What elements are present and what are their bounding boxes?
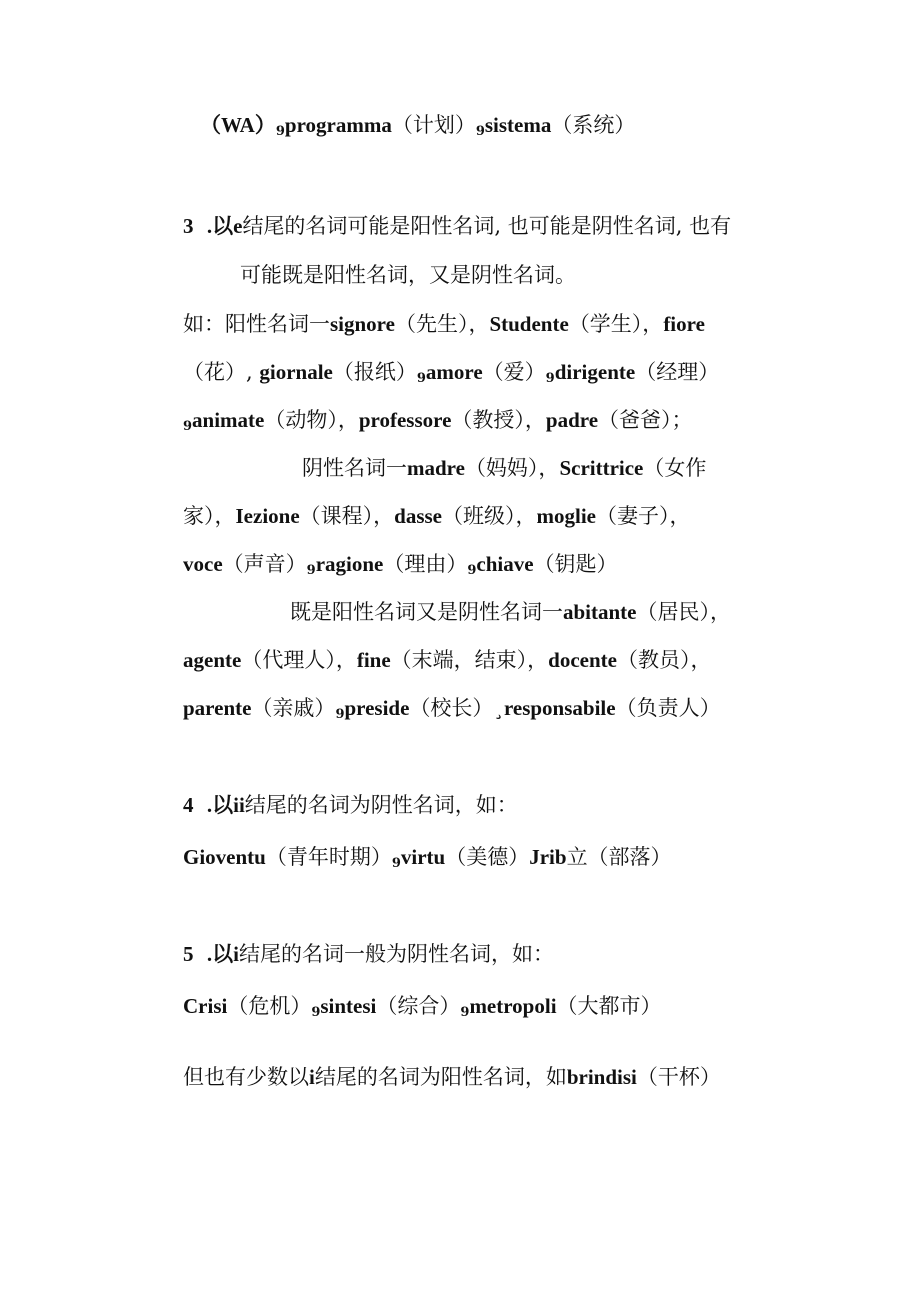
chinese-gloss: （校长） xyxy=(409,696,494,720)
text-line xyxy=(183,991,800,1028)
chinese-gloss: （综合） xyxy=(376,994,461,1018)
chinese-gloss: （爱） xyxy=(482,360,546,384)
italian-word: programma xyxy=(284,113,392,137)
text-line xyxy=(183,501,800,531)
chinese-gloss: 立（部落） xyxy=(566,845,672,869)
text-plain: 结尾的名词可能是阳性名词, 也可能是阴性名词, 也有 xyxy=(242,214,732,238)
chinese-gloss: （代理人）， xyxy=(241,648,357,672)
text-line xyxy=(183,357,800,394)
chinese-gloss: （亲戚） xyxy=(251,696,336,720)
chinese-gloss: （美德） xyxy=(445,845,530,869)
text-plain: 但也有少数以 xyxy=(183,1065,309,1089)
italian-word: sistema xyxy=(484,113,552,137)
text-separator: 9 xyxy=(275,124,285,139)
italian-letter: ii xyxy=(233,793,245,817)
text-line xyxy=(240,260,800,290)
italian-word: fiore xyxy=(663,312,705,336)
text-separator: 9 xyxy=(467,563,477,578)
chinese-gloss: （花）, xyxy=(183,360,260,384)
text-bold: .以 xyxy=(206,942,234,966)
text-line xyxy=(183,1062,800,1092)
text-line xyxy=(183,645,800,675)
italian-word: Crisi xyxy=(183,994,228,1018)
italian-word: virtu xyxy=(400,845,446,869)
italian-word: moglie xyxy=(536,504,596,528)
italian-word: abitante xyxy=(563,600,637,624)
italian-letter: i xyxy=(309,1065,315,1089)
text-line xyxy=(183,405,800,442)
chinese-gloss: （危机） xyxy=(227,994,312,1018)
text-separator: 9 xyxy=(475,124,485,139)
section-heading-4 xyxy=(183,790,800,820)
italian-word: ragione xyxy=(315,552,384,576)
italian-word: dasse xyxy=(394,504,443,528)
chinese-gloss: （班级）， xyxy=(442,504,537,528)
italian-word: metropoli xyxy=(469,994,557,1018)
italian-word: agente xyxy=(183,648,242,672)
italian-word: docente xyxy=(548,648,617,672)
italian-word: sintesi xyxy=(320,994,377,1018)
text-bold: .以 xyxy=(206,214,234,238)
chinese-gloss: （动物）， xyxy=(264,408,359,432)
chinese-gloss: （学生）， xyxy=(568,312,664,336)
chinese-gloss: （课程）， xyxy=(299,504,395,528)
chinese-gloss: （声音） xyxy=(222,552,307,576)
text-line xyxy=(183,549,800,586)
section-heading-5 xyxy=(183,939,800,969)
chinese-gloss: （妻子）， xyxy=(596,504,691,528)
section-number: 5 xyxy=(183,942,194,966)
chinese-gloss: （负责人） xyxy=(615,696,721,720)
chinese-gloss: （先生）， xyxy=(394,312,490,336)
chinese-gloss: （妈妈）， xyxy=(464,456,560,480)
italian-word: Gioventu xyxy=(183,845,266,869)
chinese-gloss: （干杯） xyxy=(636,1065,721,1089)
chinese-gloss: （末端，结束）， xyxy=(390,648,549,672)
text-separator: 9 xyxy=(306,563,316,578)
text-line xyxy=(302,453,800,483)
chinese-gloss: （爸爸）； xyxy=(598,408,693,432)
italian-word: Studente xyxy=(489,312,569,336)
text-bold: （WA） xyxy=(200,113,276,137)
chinese-gloss: （系统） xyxy=(551,113,636,137)
chinese-gloss: （青年时期） xyxy=(265,845,392,869)
text-separator: 9 xyxy=(335,707,345,722)
text-plain: 结尾的名词为阳性名词，如 xyxy=(314,1065,567,1089)
italian-word: brindisi xyxy=(566,1065,637,1089)
text-line xyxy=(183,693,800,730)
italian-word: dirigente xyxy=(554,360,636,384)
italian-word: preside xyxy=(344,696,410,720)
text-plain: 结尾的名词为阴性名词，如： xyxy=(244,793,518,817)
chinese-gloss: （报纸） xyxy=(332,360,417,384)
chinese-gloss: （教员）， xyxy=(616,648,712,672)
text-separator: 9 xyxy=(545,371,555,386)
chinese-gloss: （女作 xyxy=(643,456,707,480)
chinese-gloss: （教授）， xyxy=(451,408,546,432)
italian-letter: e xyxy=(233,214,243,238)
chinese-gloss: （经理） xyxy=(635,360,720,384)
text-line xyxy=(290,597,800,627)
italian-word: chiave xyxy=(476,552,534,576)
italian-word: fine xyxy=(356,648,391,672)
text-plain: 如：阳性名词一 xyxy=(183,312,330,336)
italian-word: madre xyxy=(407,456,465,480)
italian-letter: i xyxy=(233,942,239,966)
italian-word: responsabile xyxy=(503,696,616,720)
text-plain: 可能既是阳性名词，又是阴性名词。 xyxy=(240,263,576,287)
text-plain: 既是阳性名词又是阴性名词一 xyxy=(290,600,563,624)
chinese-gloss: 家）， xyxy=(183,504,236,528)
text-separator: 9 xyxy=(183,419,193,434)
chinese-gloss: （居民）， xyxy=(636,600,731,624)
text-line xyxy=(200,110,800,147)
italian-word: professore xyxy=(358,408,452,432)
italian-word: animate xyxy=(192,408,265,432)
text-separator: 9 xyxy=(460,1005,470,1020)
text-plain: 阴性名词一 xyxy=(302,456,407,480)
chinese-gloss: （理由） xyxy=(383,552,468,576)
chinese-gloss: （计划） xyxy=(391,113,476,137)
text-plain: 结尾的名词一般为阴性名词，如： xyxy=(238,942,554,966)
text-separator: 9 xyxy=(416,371,426,386)
italian-word: padre xyxy=(545,408,599,432)
text-line xyxy=(183,309,800,339)
chinese-gloss: （钥匙） xyxy=(533,552,618,576)
italian-word: amore xyxy=(425,360,483,384)
text-bold: .以 xyxy=(206,793,234,817)
italian-word: Iezione xyxy=(235,504,300,528)
italian-word: Scrittrice xyxy=(559,456,644,480)
text-separator: ¸ xyxy=(493,696,504,720)
text-line xyxy=(183,842,800,879)
section-number: 4 xyxy=(183,793,194,817)
section-heading-3 xyxy=(183,211,800,241)
text-separator: 9 xyxy=(391,856,401,871)
text-separator: 9 xyxy=(311,1005,321,1020)
italian-word: Jrib xyxy=(529,845,567,869)
italian-word: signore xyxy=(330,312,395,336)
chinese-gloss: （大都市） xyxy=(556,994,662,1018)
italian-word: voce xyxy=(183,552,223,576)
section-number: 3 xyxy=(183,214,194,238)
italian-word: giornale xyxy=(259,360,333,384)
italian-word: parente xyxy=(183,696,252,720)
